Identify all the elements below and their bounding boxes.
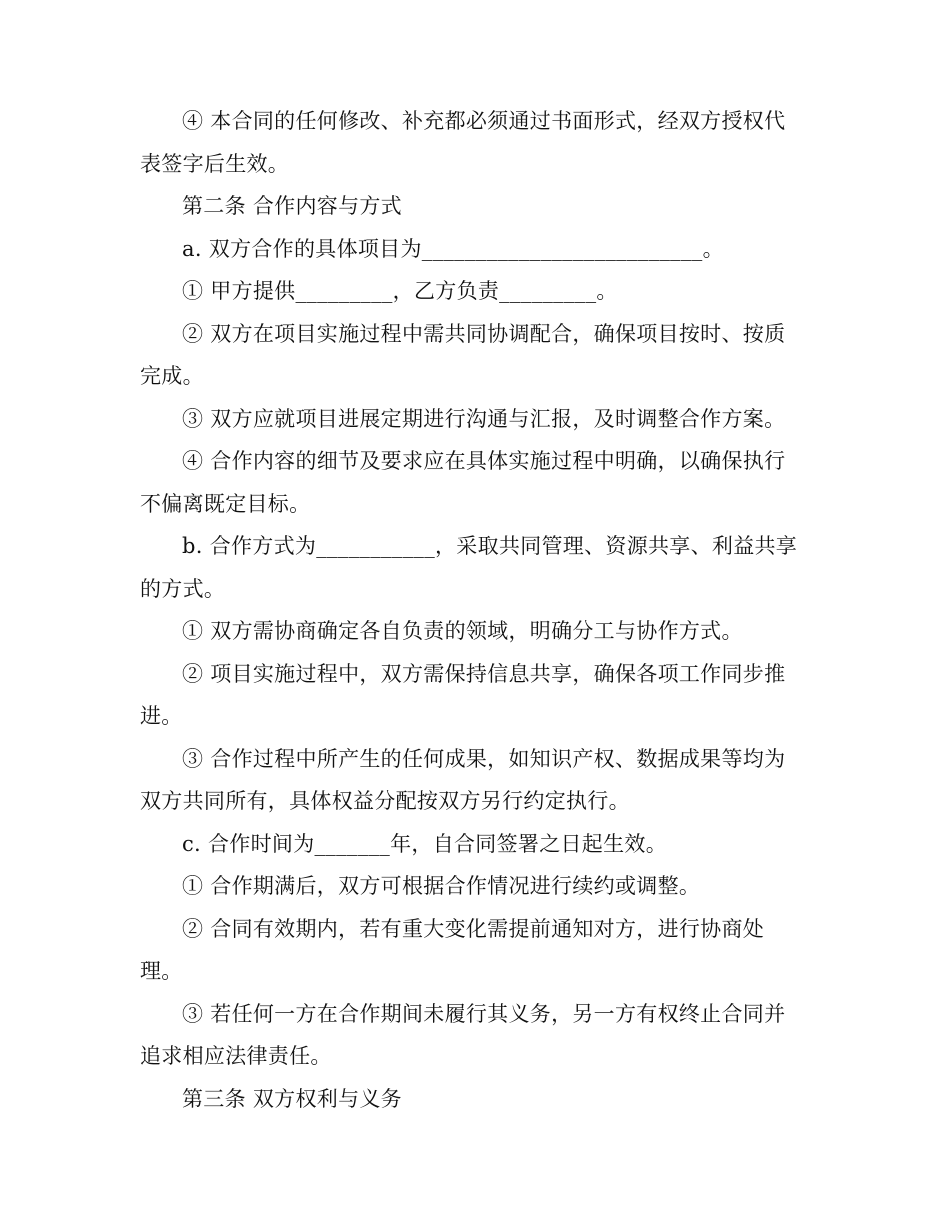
item-c-1: ① 合作期满后，双方可根据合作情况进行续约或调整。 <box>182 874 701 898</box>
item-a-3: ③ 双方应就项目进展定期进行沟通与汇报，及时调整合作方案。 <box>182 406 786 431</box>
item-a-1: ① 甲方提供_________，乙方负责_________。 <box>182 279 618 303</box>
article-3-heading: 第三条 双方权利与义务 <box>182 1086 402 1111</box>
item-c-2: ② 合同有效期内，若有重大变化需提前通知对方，进行协商处理。 <box>140 916 765 983</box>
item-b-1: ① 双方需协商确定各自负责的领域，明确分工与协作方式。 <box>182 619 743 643</box>
item-a-2: ② 双方在项目实施过程中需共同协调配合，确保项目按时、按质完成。 <box>140 321 786 388</box>
item-b-method: b. 合作方式为___________，采取共同管理、资源共享、利益共享的方式。 <box>140 534 798 601</box>
item-a-project: a. 双方合作的具体项目为__________________________。 <box>182 236 724 261</box>
clause-4-amendment: ④ 本合同的任何修改、补充都必须通过书面形式，经双方授权代表签字后生效。 <box>140 109 786 176</box>
article-2-heading: 第二条 合作内容与方式 <box>182 194 402 218</box>
item-c-duration: c. 合作时间为_______年，自合同签署之日起生效。 <box>182 831 668 856</box>
item-b-3: ③ 合作过程中所产生的任何成果，如知识产权、数据成果等均为双方共同所有，具体权益分配按双方另行约定执行。 <box>140 746 786 813</box>
item-b-2: ② 项目实施过程中，双方需保持信息共享，确保各项工作同步推进。 <box>140 661 786 728</box>
document-body <box>140 100 805 1120</box>
item-a-4: ④ 合作内容的细节及要求应在具体实施过程中明确，以确保执行不偏离既定目标。 <box>140 449 786 516</box>
item-c-3: ③ 若任何一方在合作期间未履行其义务，另一方有权终止合同并追求相应法律责任。 <box>140 1001 786 1068</box>
